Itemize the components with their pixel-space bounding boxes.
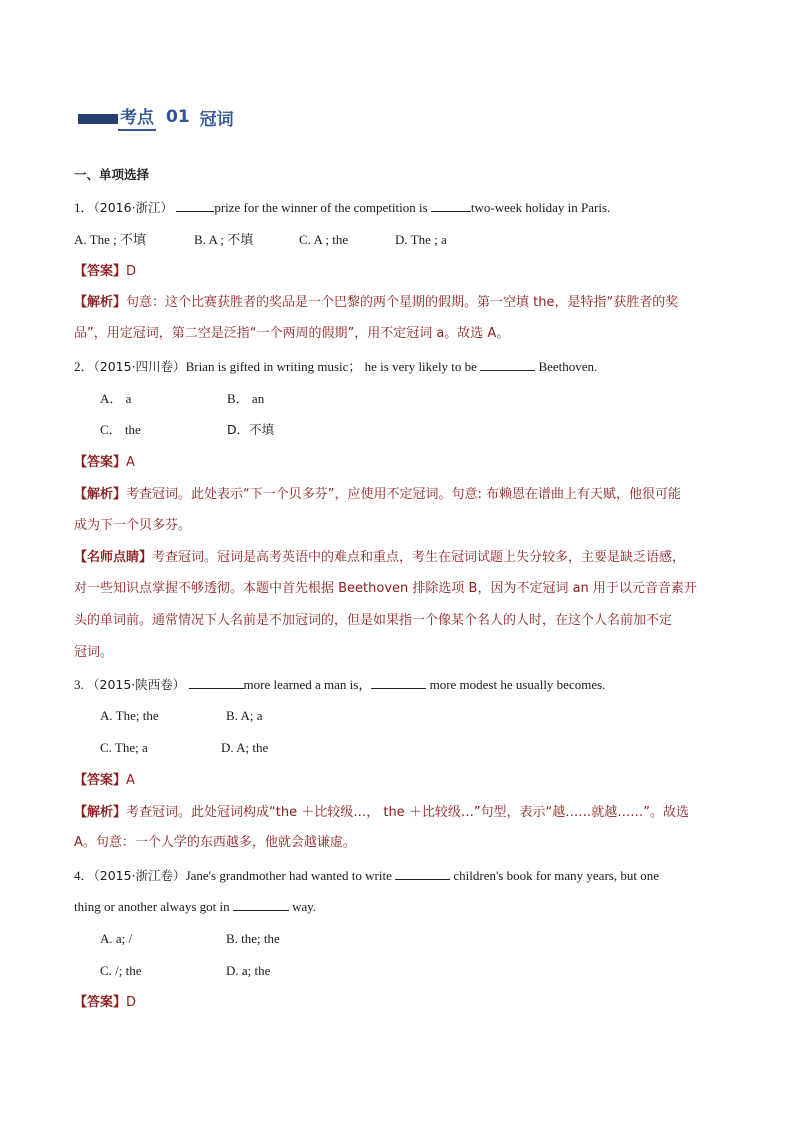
question-4-options-row2 <box>100 962 270 980</box>
answer-blank <box>480 358 535 371</box>
question-text: Jane's grandmother had wanted to write <box>185 868 396 883</box>
analysis-label: 【解析】 <box>74 805 127 820</box>
option-c: C. /; the <box>100 963 142 978</box>
analysis-text: A。句意：一个人学的东西越多，他就会越谦虚。 <box>74 835 356 850</box>
option-b: B. A; a <box>226 708 263 723</box>
option-b: B. A ; 不填 <box>194 232 254 247</box>
option-c: C. The; a <box>100 740 148 755</box>
answer-value: A <box>126 455 135 470</box>
answer-label: 【答案】 <box>74 995 127 1010</box>
analysis-text: 考查冠词。此处表示“下一个贝多芬”，应使用不定冠词。句意: 布赖恩在谱曲上有天赋，他很可能 <box>126 487 681 502</box>
question-4 <box>74 867 659 885</box>
analysis-label: 【解析】 <box>74 295 127 310</box>
answer-value: D <box>126 264 137 279</box>
option-d: D．不填 <box>227 422 275 437</box>
question-number: 2． <box>74 359 94 374</box>
answer-line <box>74 993 136 1012</box>
header-title: 冠词 <box>199 109 234 130</box>
analysis-line <box>74 293 678 312</box>
header-number: 01 <box>166 107 190 127</box>
question-number: 3. <box>74 677 87 692</box>
answer-label: 【答案】 <box>74 773 127 788</box>
answer-line <box>74 771 135 790</box>
question-text: way. <box>288 899 317 914</box>
answer-blank <box>371 676 426 689</box>
header-keyword: 考点 <box>118 103 156 131</box>
tip-label: 【名师点睛】 <box>74 550 153 565</box>
question-2-options-row2 <box>100 421 274 439</box>
question-text: more learned a man is， <box>243 677 372 692</box>
answer-value: D <box>126 995 137 1010</box>
answer-blank <box>176 199 214 212</box>
question-text: more modest he usually becomes. <box>429 677 606 692</box>
option-a: A. a; / <box>100 931 133 946</box>
option-b: B. the; the <box>226 931 280 946</box>
option-b: B． an <box>227 391 265 406</box>
option-c: C. A ; the <box>299 232 349 247</box>
question-number: 4． <box>74 868 94 883</box>
tip-line <box>74 548 685 567</box>
analysis-line <box>74 485 681 504</box>
option-d: D. a; the <box>226 963 271 978</box>
answer-label: 【答案】 <box>74 264 127 279</box>
analysis-text: 品”，用定冠词，第二空是泛指“一个两周的假期”，用不定冠词 a。故选 A。 <box>74 326 510 341</box>
tip-text: 冠词。 <box>74 645 114 660</box>
question-source: （2015·四川卷） <box>93 359 186 374</box>
question-3-options-row2 <box>100 739 268 757</box>
option-a: A． a <box>100 391 132 406</box>
option-a: A. The; the <box>100 708 159 723</box>
analysis-text: 考查冠词。此处冠词构成“the ＋比较级…， the ＋比较级…”句型，表示“越……就越……”。故选 <box>126 805 690 820</box>
question-4-continued <box>74 898 316 916</box>
question-1 <box>74 199 610 217</box>
question-text: two-week holiday in Paris. <box>470 200 611 215</box>
answer-value: A <box>126 773 135 788</box>
question-text: children's book for many years, but one <box>450 868 659 883</box>
answer-blank <box>233 898 289 911</box>
answer-blank <box>189 676 244 689</box>
option-a: A. The ; 不填 <box>74 232 146 247</box>
question-text: Brian is gifted in writing music； he is very likely to be <box>185 359 481 374</box>
option-d: D. The ; a <box>395 232 447 247</box>
answer-blank <box>395 867 450 880</box>
analysis-label: 【解析】 <box>74 487 127 502</box>
question-1-options <box>74 231 447 249</box>
question-4-options-row1 <box>100 930 280 948</box>
answer-label: 【答案】 <box>74 455 127 470</box>
tip-text: 头的单词前。通常情况下人名前是不加冠词的，但是如果指一个像某个名人的人时，在这个人名前加不定 <box>74 613 673 628</box>
question-2-options-row1 <box>100 390 264 408</box>
header-bar-decoration <box>78 114 118 124</box>
analysis-line <box>74 803 689 822</box>
question-2 <box>74 358 597 376</box>
answer-blank <box>431 199 471 212</box>
tip-text: 考查冠词。冠词是高考英语中的难点和重点，考生在冠词试题上失分较多，主要是缺乏语感， <box>152 550 686 565</box>
analysis-text: 句意：这个比赛获胜者的奖品是一个巴黎的两个星期的假期。第一空填 the，是特指“获胜者的奖 <box>126 295 679 310</box>
answer-line <box>74 453 135 472</box>
question-source: （2015·陕西卷） <box>87 677 186 692</box>
tip-text: 对一些知识点掌握不够透彻。本题中首先根据 Beethoven 排除选项 B，因为不定冠词 an 用于以元音音素开 <box>74 581 697 596</box>
question-text: prize for the winner of the competition is <box>214 200 431 215</box>
question-3-options-row1 <box>100 707 262 725</box>
section-header <box>78 103 234 131</box>
question-source: （2015·浙江卷） <box>93 868 186 883</box>
section-title: 一、单项选择 <box>74 167 150 182</box>
analysis-text: 成为下一个贝多芬。 <box>74 518 192 533</box>
question-3 <box>74 676 605 694</box>
option-c: C． the <box>100 422 141 437</box>
option-d: D. A; the <box>221 740 269 755</box>
question-text: Beethoven. <box>535 359 598 374</box>
answer-line <box>74 262 136 281</box>
question-number: 1． <box>74 200 94 215</box>
question-text: thing or another always got in <box>74 899 233 914</box>
question-source: （2016·浙江） <box>93 200 174 215</box>
